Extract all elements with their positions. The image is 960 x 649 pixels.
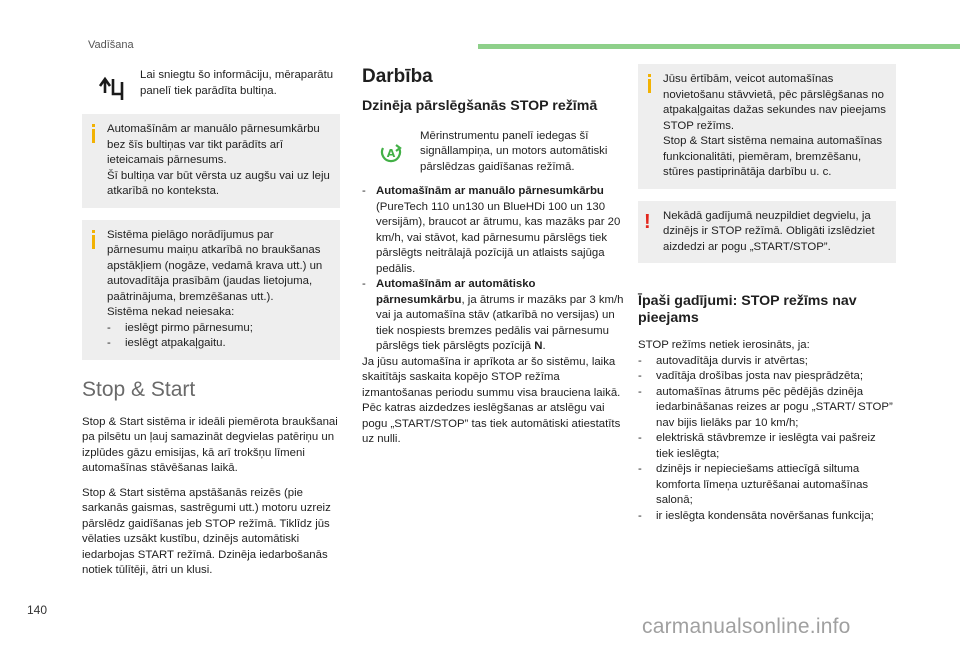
subsection-title: Īpaši gadījumi: STOP režīms nav pieejams xyxy=(638,293,857,326)
section-label: Vadīšana xyxy=(88,39,134,51)
info-icon-dot xyxy=(92,230,95,233)
section-title: Darbība xyxy=(362,66,433,87)
list-item: - autovadītāja durvis ir atvērtas; xyxy=(638,354,808,367)
info-icon-dot xyxy=(648,74,651,77)
list-item: - ieslēgt atpakaļgaitu. xyxy=(107,337,226,349)
info-text: Jūsu ērtībām, veicot automašīnas novietošanu stāvvietā, pēc pārslēgšanas no atpakaļgaitas dažas sekundes nav pieejams STOP režīms. xyxy=(663,73,886,132)
stop-start-title: Stop & Start xyxy=(82,377,196,401)
arrow-note-text: Lai sniegtu šo informāciju, mēraparātu panelī tiek parādīta bultiņa. xyxy=(140,69,334,97)
list-item: - ieslēgt pirmo pārnesumu; xyxy=(107,321,253,334)
warning-text: Nekādā gadījumā neuzpildiet degvielu, ja dzinējs ir STOP režīmā. Obligāti izslēdziet aizdedzi ar pogu „START/STOP”. xyxy=(663,209,875,253)
list-item: - elektriskā stāvbremze ir ieslēgta vai pašreiz tiek ieslēgta; xyxy=(638,432,876,460)
arrow-note xyxy=(82,68,340,102)
list-item: - dzinējs ir nepieciešams attiecīgā siltuma komforta līmeņa uzturēšanai automašīnas salonā; xyxy=(638,463,869,506)
column-middle xyxy=(362,64,624,448)
subsection-title: Dzinēja pārslēgšanās STOP režīmā xyxy=(362,98,598,114)
paragraph: STOP režīms netiek ierosināts, ja: xyxy=(638,339,810,351)
warning-icon: ! xyxy=(644,210,651,233)
paragraph: Stop & Start sistēma apstāšanās reizēs (pie sarkanās gaismas, sastrēgumi utt.) motoru uzreiz pārslēdz gaidīšanas jeb STOP režīmā. Tiklīdz jūs vēlaties uzsākt kustību, dzinējs automātiski iedarbojas START režīmā. Dzinēja iedarbošanās notiek tūlītēji, ātri un klusi. xyxy=(82,486,331,576)
list-item: - Automašīnām ar automātisko pārnesumkārbu, ja ātrums ir mazāks par 3 km/h vai ja automašīna stāv (atkarībā no versijas) un tiek nospiests bremzes pedālis vai pārnesumu pārslēgs tiek pārslēgts pozīcijā N. xyxy=(362,278,624,352)
list-item: - vadītāja drošības josta nav piesprādzēta; xyxy=(638,370,864,382)
stop-start-lamp-icon xyxy=(362,129,420,163)
paragraph: Stop & Start sistēma ir ideāli piemērota braukšanai pa pilsētu un ļauj samazināt degvielas patēriņu un izplūdes gāzu emisijas, kā arī trokšņu līmeni automašīnas stāvēšanas laikā. xyxy=(82,415,338,474)
watermark: carmanualsonline.info xyxy=(642,615,851,638)
info-text: Sistēma nekad neiesaka: xyxy=(107,306,235,318)
info-text: Stop & Start sistēma nemaina automašīnas funkcionalitāti, piemēram, bremzēšanu, stūres pastiprinātāja darbību u. c. xyxy=(663,135,883,178)
info-box-parking xyxy=(638,64,896,189)
list-item: - ir ieslēgta kondensāta novēršanas funkcija; xyxy=(638,509,874,522)
info-icon xyxy=(92,129,95,143)
column-left xyxy=(82,64,340,579)
svg-text:A: A xyxy=(386,146,396,160)
auto-stop-lamp-note xyxy=(362,129,624,176)
info-text: Automašīnām ar manuālo pārnesumkārbu bez šīs bultiņas var tikt parādīts arī ieteicamais pārnesums. xyxy=(107,123,320,166)
list-item: - automašīnas ātrums pēc pēdējās dzinēja iedarbināšanas reizes ar pogu „START/ STOP” nav bijis lielāks par 10 km/h; xyxy=(638,385,893,429)
list-item: - Automašīnām ar manuālo pārnesumkārbu (PureTech 110 un130 un BlueHDi 100 un 130 versijām), braucot ar ātrumu, kas mazāks par 20 km/h, vai stāvot, kad pārnesumu pārslēgs tiek pārslēgts neitrālajā pozīcijā un atlaists sajūga pedālis. xyxy=(362,185,621,275)
paragraph: Ja jūsu automašīna ir aprīkota ar šo sistēmu, laika skaitītājs saskaita kopējo STOP režīma izmantošanas periodu summu visa brauciena laikā. Pēc katras aizdedzes ieslēgšanas ar atslēgu vai pogu „START/STOP” tas tiek automātiski atiestatīts uz nulli. xyxy=(362,355,621,445)
info-icon xyxy=(92,235,95,249)
info-icon-dot xyxy=(92,124,95,127)
info-box-gear-recommendation xyxy=(82,114,340,208)
gear-shift-arrow-icon xyxy=(82,68,140,102)
page-number: 140 xyxy=(27,603,48,617)
info-icon xyxy=(648,79,651,93)
info-box-system-adapts xyxy=(82,220,340,360)
column-right xyxy=(638,64,896,524)
lamp-note-text: Mērinstrumentu panelī iedegas šī signāllampiņa, un motors automātiski pārslēdzas gaidīšanas režīmā. xyxy=(420,129,608,173)
info-text: Sistēma pielāgo norādījumus par pārnesumu maiņu atkarībā no braukšanas apstākļiem (nogāze, vedamā krava utt.) un autovadītāja prasībām (jaudas lietojuma, paātrinājuma, bremzēšanas utt.). xyxy=(107,228,323,303)
header-accent-bar xyxy=(478,44,960,49)
info-text: Šī bultiņa var būt vērsta uz augšu vai uz leju atkarībā no konteksta. xyxy=(107,169,330,197)
warning-box-refuel xyxy=(638,201,896,264)
